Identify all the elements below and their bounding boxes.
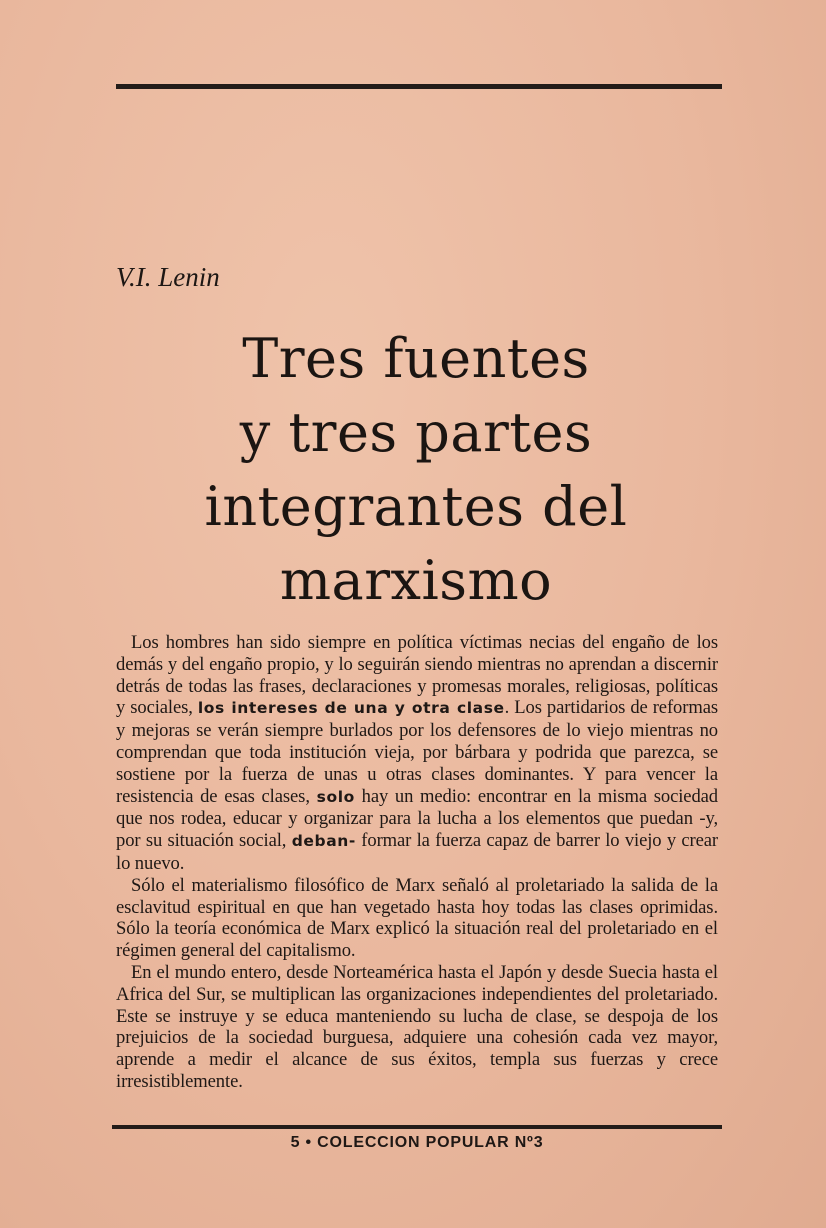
p1-text-d: hay un medio: encontrar en la misma sociedad que nos rodea, educar y organizar para la lucha a los elementos que puedan -y, por su situación social, — [116, 785, 718, 852]
article-title — [116, 322, 716, 618]
paragraph-2: Sólo el materialismo filosófico de Marx señaló al proletariado la salida de la esclavitud espiritual en que han vegetado hasta hoy todas las clases oprimidas. Sólo la teoría económica de Marx explicó la situación real del proletariado en el régimen general del capitalismo. — [116, 874, 718, 962]
title-line-1: Tres fuentes — [242, 327, 590, 390]
author-name: V.I. Lenin — [116, 262, 220, 292]
p1-text-c: . Los partidarios de reformas y mejoras se verán siempre burlados por los defensores de lo viejo mientras no comprendan que toda institución vieja, por bárbara y podrida que parezca, se sostiene por la fuerza de unas u otras clases dominantes. Y para vencer la resistencia de esas clases, — [116, 697, 718, 807]
p1-text-e: formar la fuerza capaz de barrer lo viejo y crear lo nuevo. — [116, 830, 719, 874]
p1-emphasis-3: deban- — [291, 832, 356, 851]
p1-emphasis-1: los intereses de una y otra clase — [197, 699, 505, 718]
top-rule — [116, 84, 722, 89]
p1-text-a: Los hombres han sido siempre en política víctimas necias del engaño de los demás y del engaño propio, y lo seguirán siendo mientras no aprendan a discernir detrás de todas las frases, declaraciones y promesas morales, religiosas, políticas y sociales, — [116, 632, 718, 719]
article-body — [116, 632, 718, 1093]
paragraph-3: En el mundo entero, desde Norteamérica hasta el Japón y desde Suecia hasta el Africa del Sur, se multiplican las organizaciones independientes del proletariado. Este se instruye y se educa manteniendo su lucha de clase, se despoja de los prejuicios de la sociedad burguesa, adquiere una cohesión cada vez mayor, aprende a medir el alcance de sus éxitos, templa sus fuerzas y crece irresistiblemente. — [116, 961, 718, 1092]
p1-emphasis-2: solo — [316, 787, 355, 806]
page-footer: 5 • COLECCION POPULAR Nº3 — [290, 1134, 544, 1151]
title-line-3: integrantes del — [204, 475, 628, 538]
paragraph-1 — [116, 632, 718, 875]
title-line-2: y tres partes — [239, 401, 593, 464]
bottom-rule — [112, 1125, 722, 1129]
title-line-4: marxismo — [279, 549, 553, 612]
